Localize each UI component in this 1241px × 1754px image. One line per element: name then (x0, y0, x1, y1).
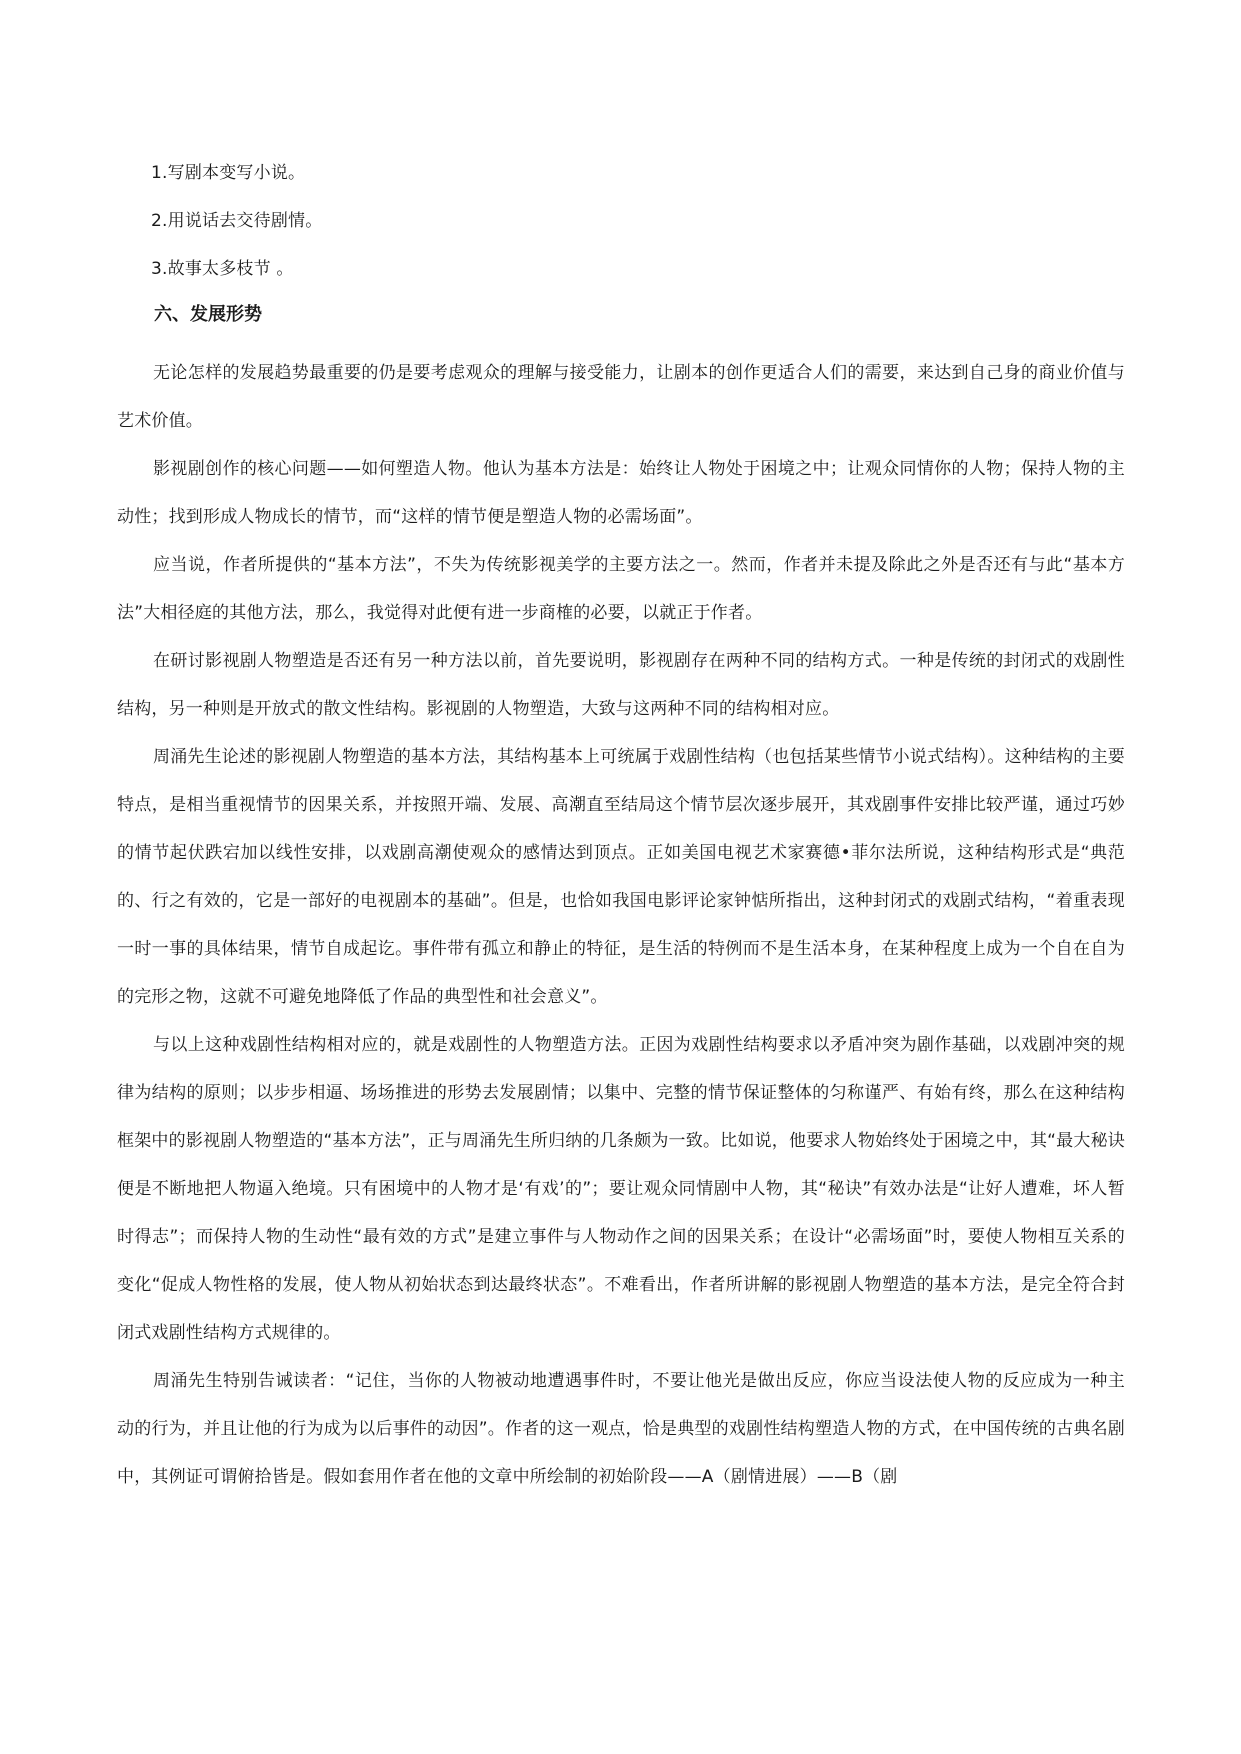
list-item-2: 2.用说话去交待剧情。 (151, 211, 323, 231)
paragraph-7: 周涌先生特别告诫读者：“记住，当你的人物被动地遭遇事件时，不要让他光是做出反应，你应当设法使人物的反应成为一种主动的行为，并且让他的行为成为以后事件的动因”。作者的这一观点，恰是典型的戏剧性结构塑造人物的方式，在中国传统的古典名剧中，其例证可谓俯拾皆是。假如套用作者在他的文章中所绘制的初始阶段——A（剧情进展）——B（剧 (117, 1371, 1125, 1487)
list-item-1: 1.写剧本变写小说。 (151, 163, 306, 183)
paragraph-5: 周涌先生论述的影视剧人物塑造的基本方法，其结构基本上可统属于戏剧性结构（也包括某些情节小说式结构）。这种结构的主要特点，是相当重视情节的因果关系，并按照开端、发展、高潮直至结局这个情节层次逐步展开，其戏剧事件安排比较严谨，通过巧妙的情节起伏跌宕加以线性安排，以戏剧高潮使观众的感情达到顶点。正如美国电视艺术家赛德•菲尔法所说，这种结构形式是“典范的、行之有效的，它是一部好的电视剧本的基础”。但是，也恰如我国电影评论家钟惦所指出，这种封闭式的戏剧式结构，“着重表现一时一事的具体结果，情节自成起讫。事件带有孤立和静止的特征，是生活的特例而不是生活本身，在某种程度上成为一个自在自为的完形之物，这就不可避免地降低了作品的典型性和社会意义”。 (117, 747, 1125, 1007)
paragraph-2: 影视剧创作的核心问题——如何塑造人物。他认为基本方法是：始终让人物处于困境之中；让观众同情你的人物；保持人物的主动性；找到形成人物成长的情节，而“这样的情节便是塑造人物的必需场面”。 (117, 459, 1125, 527)
section-heading: 六、发展形势 (154, 304, 262, 325)
list-item-3: 3.故事太多枝节 。 (151, 259, 294, 279)
paragraph-4: 在研讨影视剧人物塑造是否还有另一种方法以前，首先要说明，影视剧存在两种不同的结构方式。一种是传统的封闭式的戏剧性结构，另一种则是开放式的散文性结构。影视剧的人物塑造，大致与这两种不同的结构相对应。 (117, 651, 1125, 719)
paragraph-3: 应当说，作者所提供的“基本方法”，不失为传统影视美学的主要方法之一。然而，作者并未提及除此之外是否还有与此“基本方法”大相径庭的其他方法，那么，我觉得对此便有进一步商榷的必要，以就正于作者。 (117, 555, 1125, 623)
page-content (117, 159, 1125, 1501)
paragraph-1: 无论怎样的发展趋势最重要的仍是要考虑观众的理解与接受能力，让剧本的创作更适合人们的需要，来达到自己身的商业价值与艺术价值。 (117, 363, 1125, 431)
paragraph-6: 与以上这种戏剧性结构相对应的，就是戏剧性的人物塑造方法。正因为戏剧性结构要求以矛盾冲突为剧作基础，以戏剧冲突的规律为结构的原则；以步步相逼、场场推进的形势去发展剧情；以集中、完整的情节保证整体的匀称谨严、有始有终，那么在这种结构框架中的影视剧人物塑造的“基本方法”，正与周涌先生所归纳的几条颇为一致。比如说，他要求人物始终处于困境之中，其“最大秘诀便是不断地把人物逼入绝境。只有困境中的人物才是‘有戏’的”；要让观众同情剧中人物，其“秘诀”有效办法是“让好人遭难，坏人暂时得志”；而保持人物的生动性“最有效的方式”是建立事件与人物动作之间的因果关系；在设计“必需场面”时，要使人物相互关系的变化“促成人物性格的发展，使人物从初始状态到达最终状态”。不难看出，作者所讲解的影视剧人物塑造的基本方法，是完全符合封闭式戏剧性结构方式规律的。 (117, 1035, 1125, 1343)
